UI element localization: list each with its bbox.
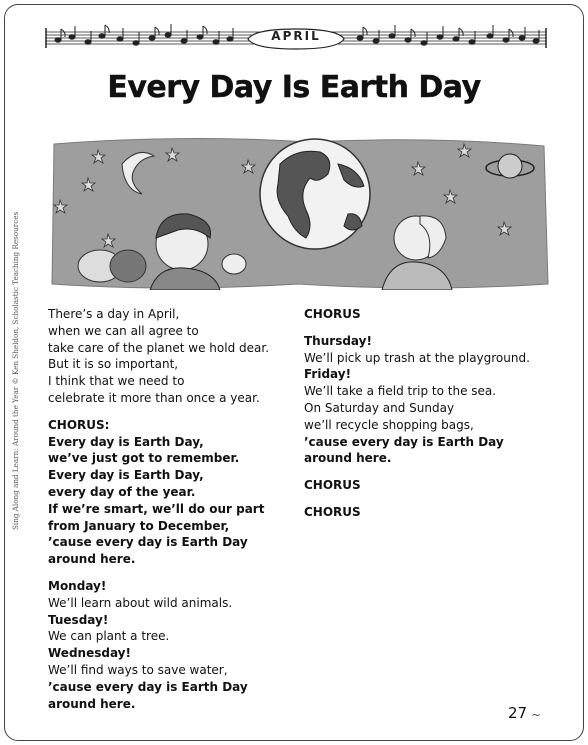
intro-verse bbox=[48, 306, 293, 407]
verse-line: when we can all agree to bbox=[48, 323, 199, 338]
music-note-icon bbox=[357, 36, 363, 40]
page-number-ornament: ~ bbox=[531, 708, 542, 722]
music-note-icon bbox=[69, 35, 75, 39]
music-note-icon bbox=[503, 38, 509, 42]
verse-ending-line: around here. bbox=[304, 451, 392, 466]
verse-line: We’ll take a field trip to the sea. bbox=[304, 384, 497, 399]
days-verse bbox=[48, 578, 293, 712]
verse-ending-line: around here. bbox=[48, 696, 136, 711]
chorus-line: Every day is Earth Day, bbox=[48, 434, 204, 449]
page-number: 27 bbox=[508, 704, 528, 722]
verse-line: On Saturday and Sunday bbox=[304, 400, 455, 415]
chorus-cue: CHORUS bbox=[304, 307, 361, 321]
music-note-icon bbox=[117, 37, 123, 41]
music-note-icon bbox=[99, 34, 105, 38]
music-note-icon bbox=[149, 36, 155, 40]
day-label: Tuesday! bbox=[48, 612, 109, 627]
music-note-icon bbox=[55, 38, 61, 42]
chorus-cue: CHORUS bbox=[304, 504, 361, 519]
music-note-icon bbox=[85, 40, 91, 44]
verse-line: take care of the planet we hold dear. bbox=[48, 340, 270, 355]
chorus-line: around here. bbox=[48, 552, 136, 567]
music-note-icon bbox=[181, 39, 187, 43]
music-note-flag bbox=[203, 26, 207, 34]
music-note-icon bbox=[487, 34, 493, 38]
music-note-icon bbox=[389, 34, 395, 38]
music-note-icon bbox=[421, 41, 427, 45]
verse-line: We’ll learn about wild animals. bbox=[48, 595, 233, 610]
music-note-flag bbox=[155, 27, 159, 35]
side-credit bbox=[0, 211, 23, 530]
verse-line: There’s a day in April, bbox=[48, 307, 180, 321]
verse-line: celebrate it more than once a year. bbox=[48, 390, 260, 405]
verse-line: We’ll find ways to save water, bbox=[48, 662, 228, 677]
chorus-line: from January to December, bbox=[48, 518, 230, 533]
verse-ending-line: ’cause every day is Earth Day bbox=[48, 679, 248, 694]
music-note-icon bbox=[227, 37, 233, 41]
verse-ending-line: ’cause every day is Earth Day bbox=[304, 434, 504, 449]
earth-day-illustration bbox=[48, 134, 550, 290]
music-note-icon bbox=[213, 40, 219, 44]
music-note-flag bbox=[411, 29, 415, 37]
chorus-line: Every day is Earth Day, bbox=[48, 468, 204, 483]
chorus-line: we’ve just got to remember. bbox=[48, 451, 240, 466]
day-label: Monday! bbox=[48, 578, 107, 593]
music-note-icon bbox=[453, 37, 459, 41]
chorus-heading: CHORUS: bbox=[48, 417, 110, 432]
day-label: Wednesday! bbox=[48, 646, 131, 661]
chorus-line: every day of the year. bbox=[48, 484, 196, 499]
chorus-line: If we’re smart, we’ll do our part bbox=[48, 501, 265, 516]
chorus-line: ’cause every day is Earth Day bbox=[48, 535, 248, 550]
chorus-block bbox=[48, 417, 293, 568]
right-column bbox=[304, 306, 554, 521]
left-column bbox=[48, 306, 293, 712]
verse-line: I think that we need to bbox=[48, 374, 185, 389]
verse-line: we’ll recycle shopping bags, bbox=[304, 417, 474, 432]
music-note-flag bbox=[61, 29, 65, 37]
day-label: Friday! bbox=[304, 367, 352, 382]
music-note-icon bbox=[197, 35, 203, 39]
month-label: APRIL bbox=[271, 29, 321, 43]
chorus-cue: CHORUS bbox=[304, 478, 361, 493]
music-note-icon bbox=[165, 33, 171, 37]
music-note-flag bbox=[363, 27, 367, 35]
music-note-icon bbox=[133, 41, 139, 45]
music-note-icon bbox=[373, 39, 379, 43]
music-note-icon bbox=[533, 39, 539, 43]
verse-line: We’ll pick up trash at the playground. bbox=[304, 350, 530, 365]
page-title: Every Day Is Earth Day bbox=[107, 70, 481, 105]
music-note-icon bbox=[519, 36, 525, 40]
music-note-icon bbox=[469, 40, 475, 44]
day-label: Thursday! bbox=[304, 333, 372, 348]
music-note-flag bbox=[509, 29, 513, 37]
music-note-icon bbox=[437, 35, 443, 39]
verse-line: But it is so important, bbox=[48, 357, 179, 372]
verse-line: We can plant a tree. bbox=[48, 629, 170, 644]
side-credit-text: Sing Along and Learn: Around the Year © Ken Sheldon, Scholastic Teaching Resources bbox=[11, 211, 20, 530]
music-note-icon bbox=[405, 38, 411, 42]
